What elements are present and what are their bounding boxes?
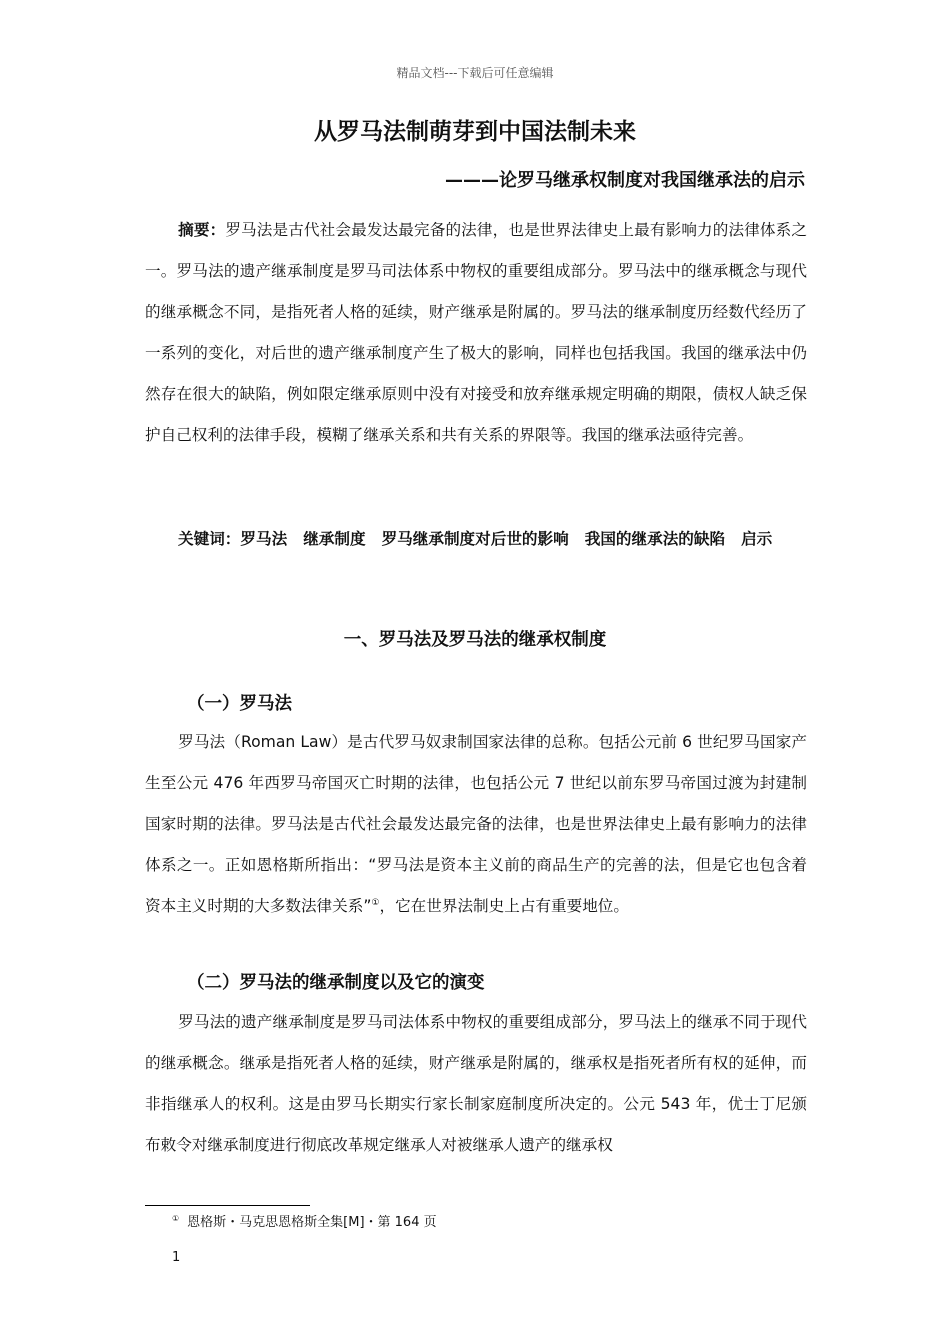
keywords-paragraph [145, 519, 807, 560]
subsection-heading-roman-law: （一）罗马法 [187, 694, 292, 714]
keyword-item: 我国的继承法的缺陷 [584, 530, 726, 548]
footnote-text: 恩格斯・马克思恩格斯全集[M]・第 164 页 [187, 1215, 437, 1230]
keywords-label: 关键词： [178, 530, 241, 548]
paragraph-text: ，它在世界法制史上占有重要地位。 [379, 897, 629, 915]
keyword-item: 继承制度 [303, 530, 366, 548]
page-header-note: 精品文档---下载后可任意编辑 [396, 66, 554, 80]
document-title: 从罗马法制萌芽到中国法制未来 [314, 119, 636, 145]
keyword-item: 罗马法 [240, 530, 288, 548]
abstract-text: 罗马法是古代社会最发达最完备的法律，也是世界法律史上最有影响力的法律体系之一。罗马法的遗产继承制度是罗马司法体系中物权的重要组成部分。罗马法中的继承概念与现代的继承概念不同，是指死者人格的延续，财产继承是附属的。罗马法的继承制度历经数代经历了一系列的变化，对后世的遗产继承制度产生了极大的影响，同样也包括我国。我国的继承法中仍然存在很大的缺陷，例如限定继承原则中没有对接受和放弃继承规定明确的期限，债权人缺乏保护自己权利的法律手段，模糊了继承关系和共有关系的界限等。我国的继承法亟待完善。 [145, 221, 807, 444]
footnote-mark: ① [172, 1213, 180, 1223]
page-number: 1 [172, 1250, 181, 1265]
keyword-item: 启示 [741, 530, 773, 548]
footnote-separator [145, 1205, 310, 1206]
abstract-paragraph [145, 210, 807, 456]
document-subtitle: ———论罗马继承权制度对我国继承法的启示 [445, 170, 805, 191]
paragraph-text: 罗马法的遗产继承制度是罗马司法体系中物权的重要组成部分，罗马法上的继承不同于现代的继承概念。继承是指死者人格的延续，财产继承是附属的，继承权是指死者所有权的延伸，而非指继承人的权利。这是由罗马长期实行家长制家庭制度所决定的。公元 543 年，优士丁尼颁布敕令对继承制度进行彻底改革规定继承人对被继承人遗产的继承权 [145, 1013, 807, 1154]
abstract-label: 摘要： [178, 221, 226, 239]
subsection-heading-inheritance: （二）罗马法的继承制度以及它的演变 [187, 973, 485, 993]
inheritance-paragraph [145, 1002, 807, 1166]
keyword-item: 罗马继承制度对后世的影响 [381, 530, 569, 548]
footnote-reference[interactable]: ① [371, 897, 380, 908]
paragraph-text: 罗马法（Roman Law）是古代罗马奴隶制国家法律的总称。包括公元前 6 世纪罗马国家产生至公元 476 年西罗马帝国灭亡时期的法律，也包括公元 7 世纪以前东罗马帝国过渡为封建制国家时期的法律。罗马法是古代社会最发达最完备的法律，也是世界法律史上最有影响力的法律体系之一。正如恩格斯所指出：“罗马法是资本主义前的商品生产的完善的法，但是它也包含着资本主义时期的大多数法律关系” [145, 733, 807, 915]
footnote [172, 1211, 437, 1230]
roman-law-paragraph [145, 722, 807, 927]
section-heading: 一、罗马法及罗马法的继承权制度 [343, 630, 607, 650]
